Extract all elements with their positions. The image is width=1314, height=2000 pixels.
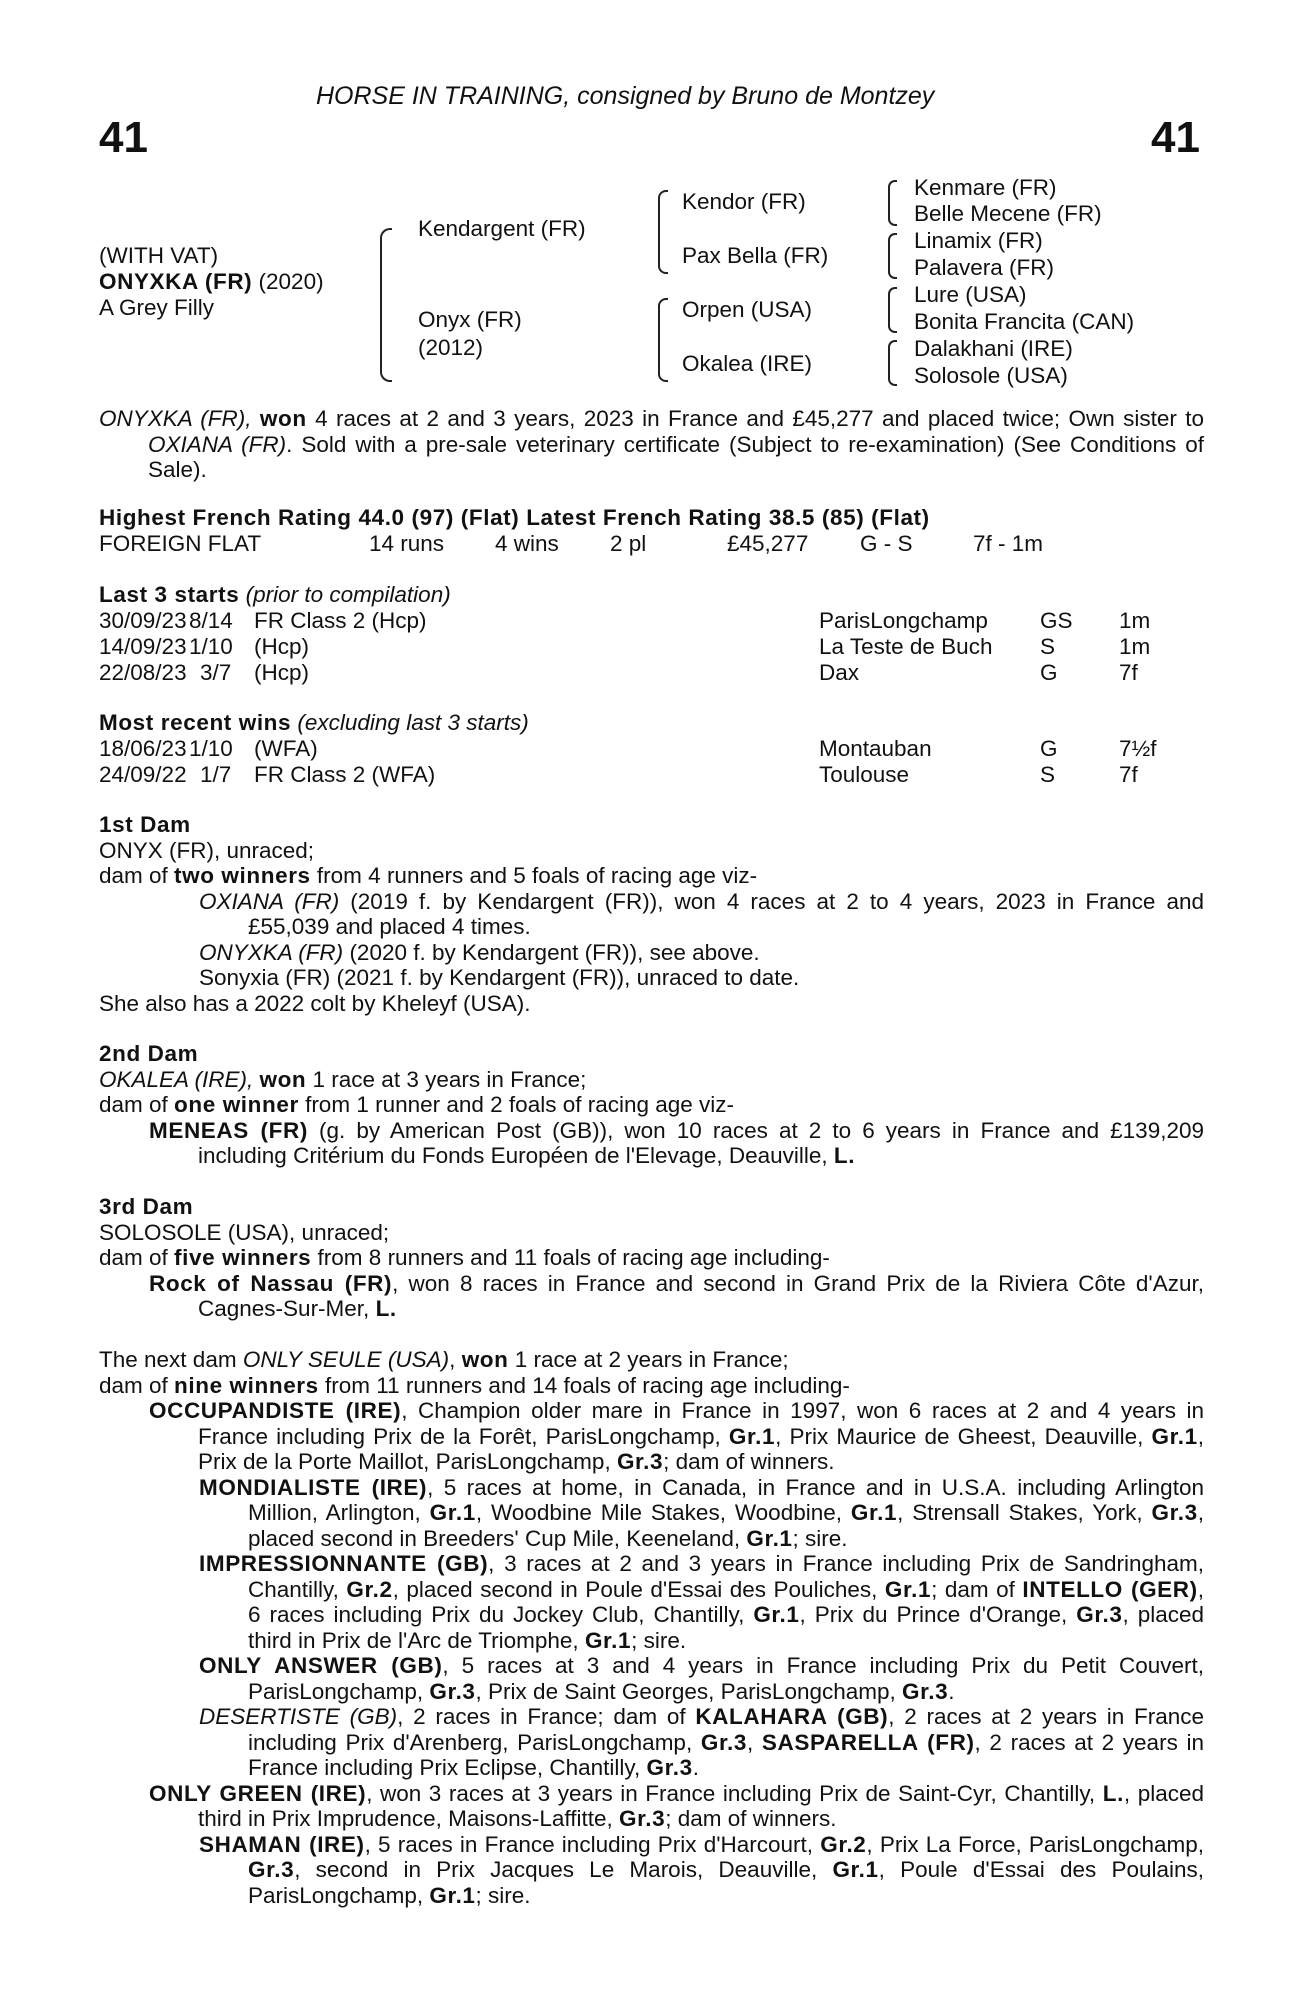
dam: Onyx (FR): [418, 307, 522, 332]
summary-text2a: Own sister to: [1068, 406, 1204, 431]
third-dam-line2: dam of five winners from 8 runners and 11 foals of racing age including-: [99, 1245, 830, 1270]
offspring-desertiste: DESERTISTE (GB), 2 races in France; dam of KALAHARA (GB), 2 races at 2 years in France including Prix d'Arenberg, ParisLongchamp, Gr.3, SASPARELLA (FR), 2 races at 2 years in France including Prix Eclipse, Chantilly, Gr.3.: [199, 1704, 1204, 1780]
offspring-only-answer: ONLY ANSWER (GB), 5 races at 3 and 4 years in France including Prix du Petit Couvert, ParisLongchamp, Gr.3, Prix de Saint Georges, ParisLongchamp, Gr.3.: [199, 1653, 1204, 1704]
dam-sire: Orpen (USA): [682, 297, 813, 322]
dam-year: (2012): [418, 335, 484, 360]
third-dam-offspring: Rock of Nassau (FR), won 8 races in France and second in Grand Prix de la Riviera Côte d'Azur, Cagnes-Sur-Mer, L.: [149, 1270, 1204, 1321]
summary-paragraph: [99, 406, 1204, 483]
stat-distance: 7f - 1m: [973, 531, 1044, 556]
horse-name: ONYXKA (FR): [99, 269, 253, 294]
first-dam-line2: dam of two winners from 4 runners and 5 foals of racing age viz-: [99, 863, 758, 888]
stat-going: G - S: [860, 531, 913, 556]
first-dam-line1: ONYX (FR), unraced;: [99, 837, 315, 863]
offspring-shaman: SHAMAN (IRE), 5 races in France including Prix d'Harcourt, Gr.2, Prix La Force, ParisLongchamp, Gr.3, second in Prix Jacques Le Marois, Deauville, Gr.1, Poule d'Essai des Poulains, ParisLongchamp, Gr.1; sire.: [199, 1831, 1205, 1908]
first-dam-heading: 1st Dam: [99, 812, 191, 837]
stat-placed: 2 pl: [610, 531, 647, 556]
next-dam-line1: The next dam ONLY SEULE (USA), won 1 race at 2 years in France;: [99, 1347, 789, 1372]
third-dam-heading: 3rd Dam: [99, 1194, 194, 1219]
last3-heading: Last 3 starts (prior to compilation): [99, 582, 451, 607]
summary-sister: OXIANA (FR): [148, 431, 287, 457]
offspring-impressionnante: IMPRESSIONNANTE (GB), 3 races at 2 and 3 years in France including Prix de Sandringham, Chantilly, Gr.2, placed second in Poule d'Essai des Pouliches, Gr.1; dam of INTELLO (GER), 6 races including Prix du Jockey Club, Chantilly, Gr.1, Prix du Prince d'Orange, Gr.3, placed third in Prix de l'Arc de Triomphe, Gr.1; sire.: [199, 1551, 1204, 1653]
stat-runs: 14 runs: [369, 531, 445, 556]
third-dam-line1: SOLOSOLE (USA), unraced;: [99, 1219, 390, 1245]
stat-earnings: £45,277: [727, 531, 809, 556]
gg-1: Kenmare (FR): [914, 175, 1057, 200]
stat-wins: 4 wins: [495, 531, 559, 556]
last3-row: 30/09/23 8/14 FR Class 2 (Hcp) ParisLongchamp GS 1m: [99, 608, 1151, 633]
brace-sire: [658, 190, 668, 274]
second-dam-heading: 2nd Dam: [99, 1041, 199, 1066]
brace-g4: [888, 340, 897, 386]
first-dam-offspring: Sonyxia (FR) (2021 f. by Kendargent (FR)), unraced to date.: [199, 965, 800, 990]
stat-category: FOREIGN FLAT: [99, 531, 262, 556]
brace-dam: [658, 298, 668, 382]
second-dam-offspring: MENEAS (FR) (g. by American Post (GB)), won 10 races at 2 to 6 years in France and £139,209 including Critérium du Fonds Européen de l'Elevage, Deauville, L.: [149, 1117, 1205, 1168]
first-dam-offspring: ONYXKA (FR) (2020 f. by Kendargent (FR)), see above.: [199, 939, 760, 965]
next-dam-line2: dam of nine winners from 11 runners and 14 foals of racing age including-: [99, 1372, 850, 1398]
ratings-stats: [99, 531, 1199, 557]
first-dam-section: [99, 812, 1204, 1016]
offspring-only-green: ONLY GREEN (IRE), won 3 races at 3 years in France including Prix de Saint-Cyr, Chantilly, L., placed third in Prix Imprudence, Maisons-Laffitte, Gr.3; dam of winners.: [149, 1780, 1205, 1831]
lot-number-right: 41: [1151, 113, 1200, 162]
summary-text2c: . Sold with a pre-sale veterinary certificate (Subject to re-examination) (See Conditions of Sale).: [148, 431, 1204, 482]
horse-description: A Grey Filly: [99, 295, 215, 320]
next-dam-section: [99, 1347, 1204, 1908]
brace-g2: [888, 233, 897, 279]
last3-row: 14/09/23 1/10 (Hcp) La Teste de Buch S 1m: [99, 634, 1151, 659]
first-dam-offspring: OXIANA (FR) (2019 f. by Kendargent (FR)), won 4 races at 2 to 4 years, 2023 in France and £55,039 and placed 4 times.: [199, 888, 1204, 939]
brace-g3: [888, 287, 897, 333]
gg-8: Solosole (USA): [914, 363, 1068, 388]
first-dam-line3: She also has a 2022 colt by Kheleyf (USA).: [99, 990, 531, 1016]
summary-text1: 4 races at 2 and 3 years, 2023 in France and £45,277 and placed twice;: [306, 406, 1061, 431]
offspring-occupandiste: OCCUPANDISTE (IRE), Champion older mare in France in 1997, won 6 races at 2 and 4 years in France including Prix de la Forêt, ParisLongchamp, Gr.1, Prix Maurice de Gheest, Deauville, Gr.1, Prix de la Porte Maillot, ParisLongchamp, Gr.3; dam of winners.: [149, 1398, 1204, 1474]
second-dam-line2: dam of one winner from 1 runner and 2 foals of racing age viz-: [99, 1092, 735, 1117]
last3-row: 22/08/23 3/7 (Hcp) Dax G 7f: [99, 660, 1138, 685]
summary-name: ONYXKA (FR),: [99, 406, 252, 431]
summary-won: won: [259, 406, 307, 431]
second-dam-line1: OKALEA (IRE), won 1 race at 3 years in France;: [99, 1066, 587, 1092]
sire: Kendargent (FR): [418, 216, 586, 241]
gg-7: Dalakhani (IRE): [914, 336, 1073, 361]
gg-4: Palavera (FR): [914, 255, 1055, 280]
horse-year: (2020): [258, 269, 324, 294]
offspring-mondialiste: MONDIALISTE (IRE), 5 races at home, in Canada, in France and in U.S.A. including Arlington Million, Arlington, Gr.1, Woodbine Mile Stakes, Woodbine, Gr.1, Strensall Stakes, York, Gr.3, placed second in Breeders' Cup Mile, Keeneland, Gr.1; sire.: [199, 1474, 1204, 1551]
gg-6: Bonita Francita (CAN): [914, 309, 1135, 334]
third-dam-section: [99, 1194, 1204, 1322]
gg-3: Linamix (FR): [914, 228, 1043, 253]
brace-main: [380, 228, 392, 382]
sire-sire: Kendor (FR): [682, 189, 806, 214]
page-header-title: HORSE IN TRAINING, consigned by Bruno de Montzey: [316, 82, 935, 110]
ratings-heading: Highest French Rating 44.0 (97) (Flat) Latest French Rating 38.5 (85) (Flat): [99, 505, 930, 530]
recent-win-row: 18/06/23 1/10 (WFA) Montauban G 7½f: [99, 736, 1157, 761]
recent-wins-heading: Most recent wins (excluding last 3 starts): [99, 710, 529, 735]
recent-win-row: 24/09/22 1/7 FR Class 2 (WFA) Toulouse S 7f: [99, 762, 1138, 787]
gg-2: Belle Mecene (FR): [914, 201, 1102, 226]
brace-g1: [888, 180, 897, 226]
horse-name-line: [99, 269, 324, 295]
second-dam-section: [99, 1041, 1204, 1169]
gg-5: Lure (USA): [914, 282, 1027, 307]
lot-number-left: 41: [99, 113, 148, 162]
vat-note: (WITH VAT): [99, 243, 219, 268]
dam-dam: Okalea (IRE): [682, 351, 813, 376]
sire-dam: Pax Bella (FR): [682, 243, 829, 268]
